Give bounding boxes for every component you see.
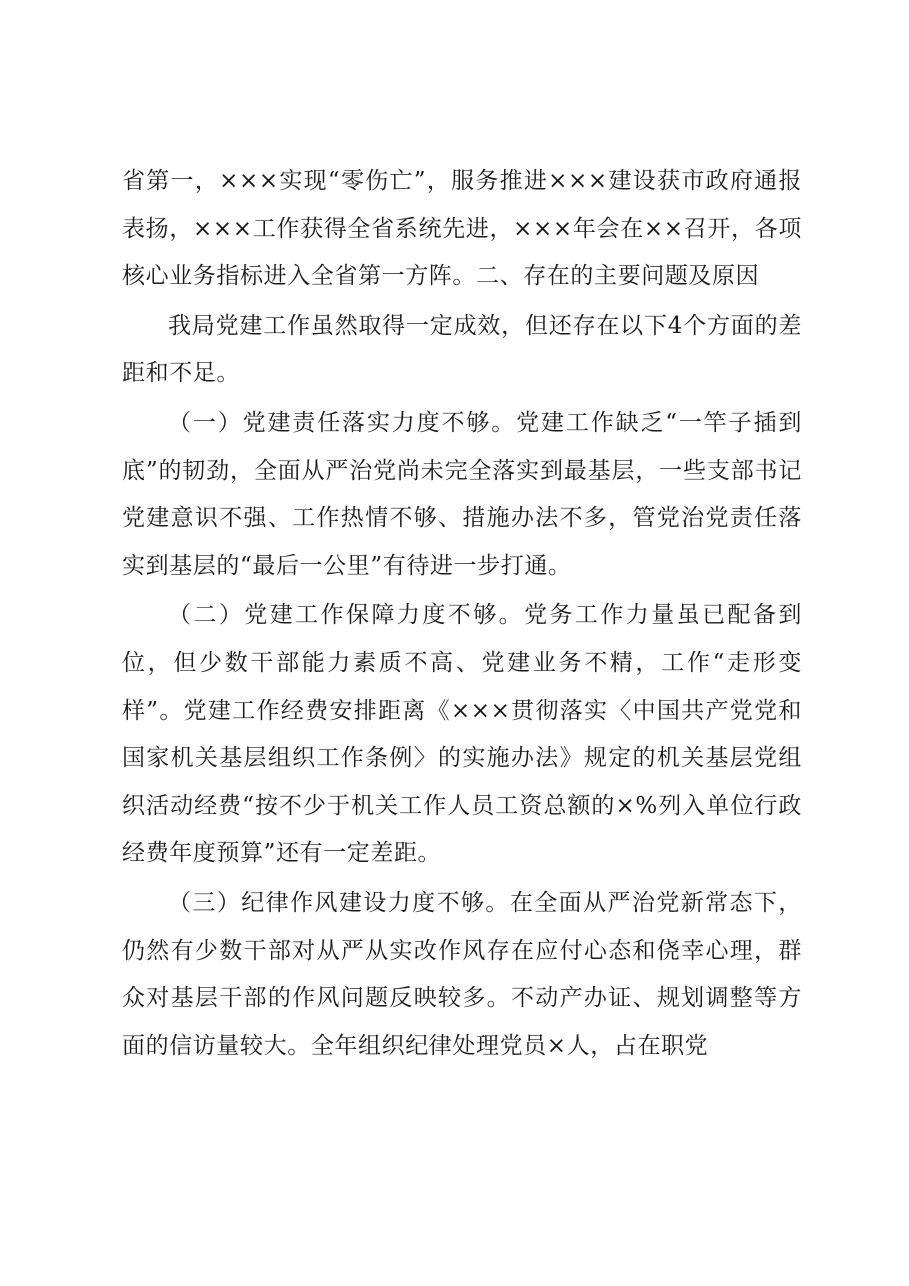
- paragraph-continuation: 省第一，×××实现“零伤亡”，服务推进×××建设获市政府通报表扬，×××工作获得全省系统先进，×××年会在××召开，各项核心业务指标进入全省第一方阵。二、存在的主要问题及原因: [122, 168, 802, 290]
- paragraph-item-3: （三）纪律作风建设力度不够。在全面从严治党新常态下，仍然有少数干部对从严从实改作风存在应付心态和侥幸心理，群众对基层干部的作风问题反映较多。不动产办证、规划调整等方面的信访量较大。全年组织纪律处理党员×人，占在职党: [122, 889, 802, 1059]
- paragraph-item-1: （一）党建责任落实力度不够。党建工作缺乏“一竿子插到底”的韧劲，全面从严治党尚未完全落实到最基层，一些支部书记党建意识不强、工作热情不够、措施办法不多，管党治党责任落实到基层的“最后一公里”有待进一步打通。: [122, 409, 802, 579]
- paragraph-intro: 我局党建工作虽然取得一定成效，但还存在以下4个方面的差距和不足。: [122, 312, 802, 387]
- paragraph-item-2: （二）党建工作保障力度不够。党务工作力量虽已配备到位，但少数干部能力素质不高、党建业务不精，工作“走形变样”。党建工作经费安排距离《×××贯彻落实〈中国共产党党和国家机关基层组织工作条例〉的实施办法》规定的机关基层党组织活动经费“按不少于机关工作人员工资总额的×%列入单位行政经费年度预算”还有一定差距。: [122, 602, 802, 867]
- document-body: [122, 158, 802, 1070]
